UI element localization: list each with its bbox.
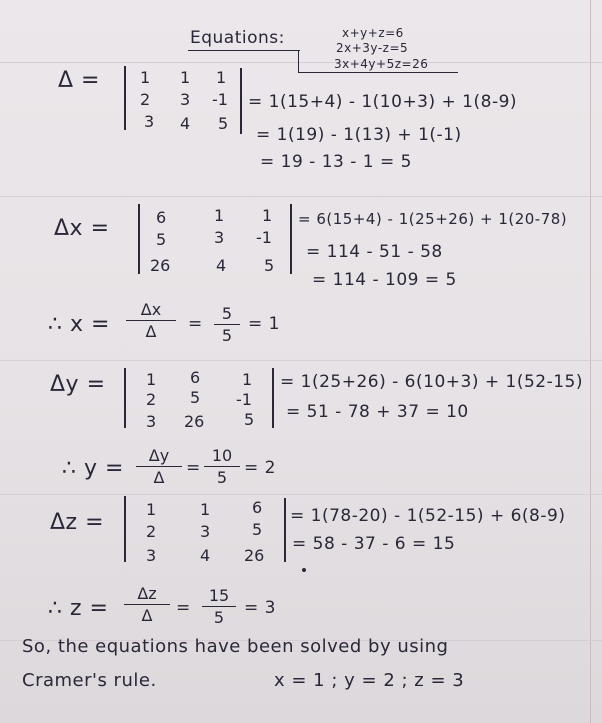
ruled-line: [0, 360, 602, 361]
fraction-numerator: Δy: [148, 446, 170, 465]
fraction-bar: [204, 466, 240, 467]
delta-z-step-1: = 1(78-20) - 1(52-15) + 6(8-9): [290, 506, 566, 526]
fraction-bar: [126, 320, 176, 321]
fraction-denominator: Δ: [153, 468, 165, 487]
equals-sign: =: [186, 458, 201, 478]
matrix-cell: 1: [262, 206, 273, 225]
z-fraction: [124, 584, 170, 625]
delta-step-3: = 19 - 13 - 1 = 5: [260, 152, 412, 172]
matrix-cell: 2: [146, 522, 157, 541]
matrix-cell: 5: [244, 410, 255, 429]
delta-step-1: = 1(15+4) - 1(10+3) + 1(8-9): [248, 92, 518, 112]
matrix-cell: -1: [256, 228, 272, 247]
matrix-cell: 2: [146, 390, 157, 409]
delta-y-label: Δy =: [50, 372, 106, 397]
fraction-bar: [136, 466, 182, 467]
x-fraction: [126, 300, 176, 341]
matrix-cell: 5: [190, 388, 201, 407]
x-result-prefix: ∴ x =: [48, 312, 110, 337]
y-final-value: = 2: [244, 458, 276, 478]
matrix-cell: 5: [218, 114, 229, 133]
determinant-bar-left: [124, 66, 126, 130]
matrix-cell: 26: [150, 256, 171, 275]
matrix-cell: 3: [200, 522, 211, 541]
fraction-numerator: 15: [208, 586, 230, 605]
ruled-line: [0, 494, 602, 495]
determinant-bar-right: [240, 68, 242, 134]
fraction-bar: [202, 606, 236, 607]
matrix-cell: 1: [146, 370, 157, 389]
matrix-cell: 3: [144, 112, 155, 131]
equals-sign: =: [188, 314, 203, 334]
determinant-bar-left: [124, 496, 126, 562]
matrix-cell: 6: [156, 208, 167, 227]
fraction-denominator: Δ: [141, 606, 153, 625]
z-value-fraction: [202, 586, 236, 627]
delta-y-step-2: = 51 - 78 + 37 = 10: [286, 402, 469, 422]
equation-1: x+y+z=6: [342, 26, 404, 40]
determinant-bar-right: [284, 498, 286, 562]
fraction-bar: [214, 324, 240, 325]
determinant-bar-right: [290, 204, 292, 274]
fraction-denominator: 5: [216, 468, 228, 487]
delta-z-label: Δz =: [50, 510, 105, 535]
delta-x-step-1: = 6(15+4) - 1(25+26) + 1(20-78): [298, 210, 568, 228]
matrix-cell: 1: [216, 68, 227, 87]
delta-x-label: Δx =: [54, 216, 110, 241]
fraction-numerator: 5: [221, 304, 233, 323]
y-result-prefix: ∴ y =: [62, 456, 124, 481]
matrix-cell: 5: [252, 520, 263, 539]
delta-label: Δ =: [58, 68, 100, 93]
fraction-numerator: Δz: [137, 584, 157, 603]
matrix-cell: 6: [252, 498, 263, 517]
margin-line: [590, 0, 591, 723]
fraction-denominator: 5: [213, 608, 225, 627]
bracket-line: [298, 50, 299, 72]
equations-underline: [188, 50, 300, 51]
determinant-bar-left: [124, 368, 126, 428]
matrix-cell: 5: [264, 256, 275, 275]
matrix-cell: 1: [214, 206, 225, 225]
delta-y-step-1: = 1(25+26) - 6(10+3) + 1(52-15): [280, 372, 583, 392]
z-result-prefix: ∴ z =: [48, 596, 109, 621]
matrix-cell: 1: [140, 68, 151, 87]
bracket-line: [298, 72, 458, 73]
matrix-cell: 5: [156, 230, 167, 249]
delta-x-step-2: = 114 - 51 - 58: [306, 242, 443, 262]
matrix-cell: 2: [140, 90, 151, 109]
matrix-cell: 26: [184, 412, 205, 431]
matrix-cell: -1: [212, 90, 228, 109]
x-final-value: = 1: [248, 314, 280, 334]
matrix-cell: 4: [200, 546, 211, 565]
matrix-cell: 4: [216, 256, 227, 275]
matrix-cell: 3: [146, 412, 157, 431]
z-final-value: = 3: [244, 598, 276, 618]
equals-sign: =: [176, 598, 191, 618]
fraction-denominator: 5: [221, 326, 233, 345]
delta-z-step-2: = 58 - 37 - 6 = 15: [292, 534, 456, 554]
fraction-numerator: Δx: [140, 300, 162, 319]
matrix-cell: 1: [242, 370, 253, 389]
matrix-cell: 6: [190, 368, 201, 387]
delta-step-2: = 1(19) - 1(13) + 1(-1): [256, 125, 462, 145]
matrix-cell: -1: [236, 390, 252, 409]
equation-3: 3x+4y+5z=26: [334, 57, 429, 71]
matrix-cell: 3: [180, 90, 191, 109]
matrix-cell: 3: [146, 546, 157, 565]
determinant-bar-left: [138, 204, 140, 274]
determinant-bar-right: [272, 368, 274, 428]
ruled-line: [0, 196, 602, 197]
equations-label: Equations:: [190, 28, 285, 48]
pen-dot: [302, 568, 306, 572]
conclusion-line-2: Cramer's rule.: [22, 670, 157, 691]
matrix-cell: 1: [200, 500, 211, 519]
y-value-fraction: [204, 446, 240, 487]
matrix-cell: 1: [146, 500, 157, 519]
matrix-cell: 4: [180, 114, 191, 133]
y-fraction: [136, 446, 182, 487]
fraction-denominator: Δ: [145, 322, 157, 341]
equation-2: 2x+3y-z=5: [336, 41, 409, 55]
fraction-bar: [124, 604, 170, 605]
x-value-fraction: [214, 304, 240, 345]
matrix-cell: 3: [214, 228, 225, 247]
matrix-cell: 1: [180, 68, 191, 87]
fraction-numerator: 10: [211, 446, 233, 465]
matrix-cell: 26: [244, 546, 265, 565]
conclusion-line-1: So, the equations have been solved by using: [22, 636, 449, 657]
ruled-line: [0, 62, 602, 63]
delta-x-step-3: = 114 - 109 = 5: [312, 270, 457, 290]
final-answers: x = 1 ; y = 2 ; z = 3: [274, 670, 465, 691]
